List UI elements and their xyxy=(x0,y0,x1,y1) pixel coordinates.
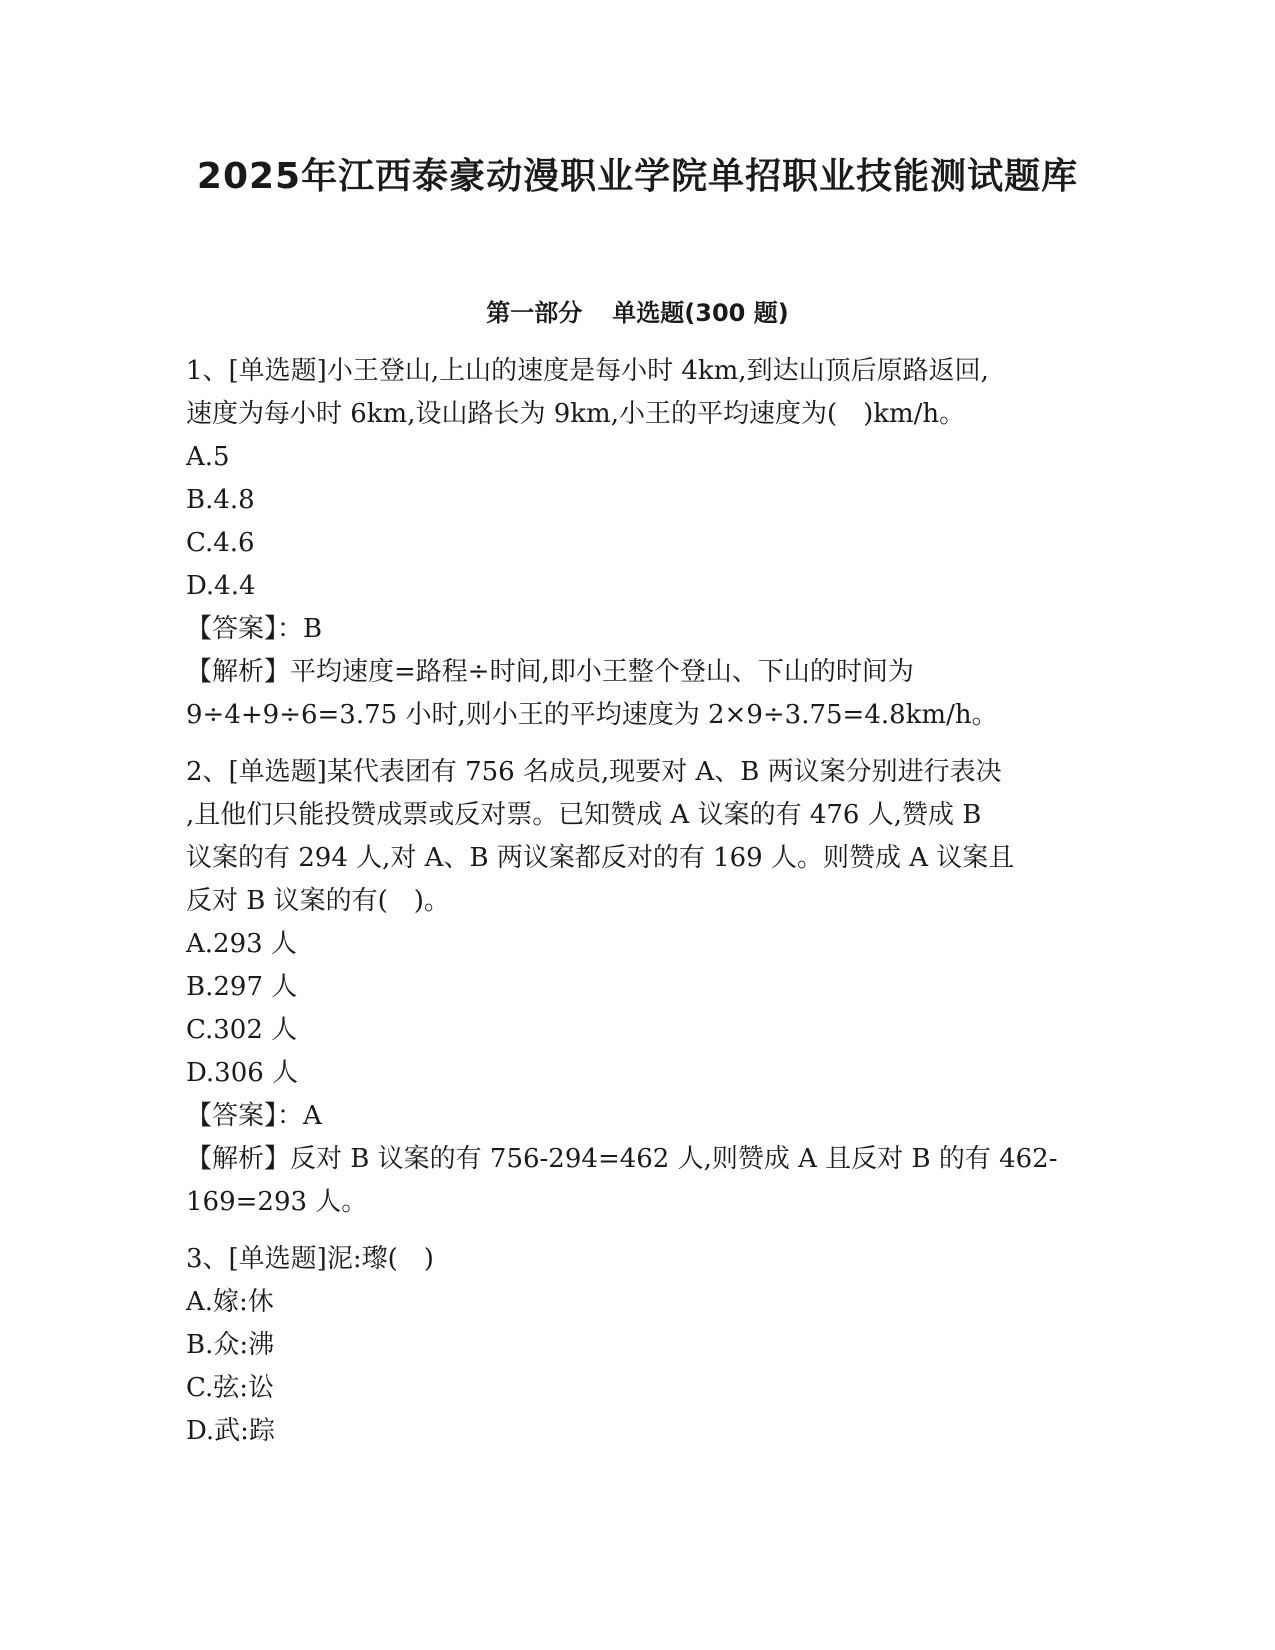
option-d: D.4.4 xyxy=(186,571,256,601)
section-heading xyxy=(0,293,1275,328)
question-stem-line: 3、[单选题]泥:瓈( ) xyxy=(186,1244,434,1274)
question-3 xyxy=(186,1238,1086,1453)
section-name: 单选题(300 题) xyxy=(612,299,789,327)
section-part: 第一部分 xyxy=(486,299,583,327)
document-title: 2025年江西泰豪动漫职业学院单招职业技能测试题库 xyxy=(196,156,1079,197)
question-2 xyxy=(186,751,1086,1224)
option-a: A.293 人 xyxy=(186,929,297,959)
analysis-line: 【解析】平均速度=路程÷时间,即小王整个登山、下山的时间为 xyxy=(186,657,914,687)
option-b: B.297 人 xyxy=(186,972,298,1002)
question-stem-line: 速度为每小时 6km,设山路长为 9km,小王的平均速度为( )km/h。 xyxy=(186,399,966,429)
question-stem-line: 议案的有 294 人,对 A、B 两议案都反对的有 169 人。则赞成 A 议案且 xyxy=(186,843,1015,873)
option-b: B.4.8 xyxy=(186,485,255,515)
analysis-line: 169=293 人。 xyxy=(186,1187,368,1217)
question-stem-line: 2、[单选题]某代表团有 756 名成员,现要对 A、B 两议案分别进行表决 xyxy=(186,757,1002,787)
answer: 【答案】：A xyxy=(186,1101,322,1131)
option-d: D.武:踪 xyxy=(186,1416,275,1446)
question-1 xyxy=(186,350,1086,737)
option-c: C.弦:讼 xyxy=(186,1373,274,1403)
question-list xyxy=(186,350,1086,1467)
option-b: B.众:沸 xyxy=(186,1330,275,1360)
option-a: A.嫁:休 xyxy=(186,1287,274,1317)
question-stem-line: ,且他们只能投赞成票或反对票。已知赞成 A 议案的有 476 人,赞成 B xyxy=(186,800,982,830)
question-stem-line: 1、[单选题]小王登山,上山的速度是每小时 4km,到达山顶后原路返回, xyxy=(186,356,989,386)
option-c: C.302 人 xyxy=(186,1015,298,1045)
analysis-line: 9÷4+9÷6=3.75 小时,则小王的平均速度为 2×9÷3.75=4.8km/h。 xyxy=(186,700,998,730)
answer: 【答案】：B xyxy=(186,614,323,644)
analysis-line: 【解析】反对 B 议案的有 756-294=462 人,则赞成 A 且反对 B 的有 462- xyxy=(186,1144,1058,1174)
option-c: C.4.6 xyxy=(186,528,255,558)
option-d: D.306 人 xyxy=(186,1058,299,1088)
option-a: A.5 xyxy=(186,442,230,472)
question-stem-line: 反对 B 议案的有( )。 xyxy=(186,886,450,916)
